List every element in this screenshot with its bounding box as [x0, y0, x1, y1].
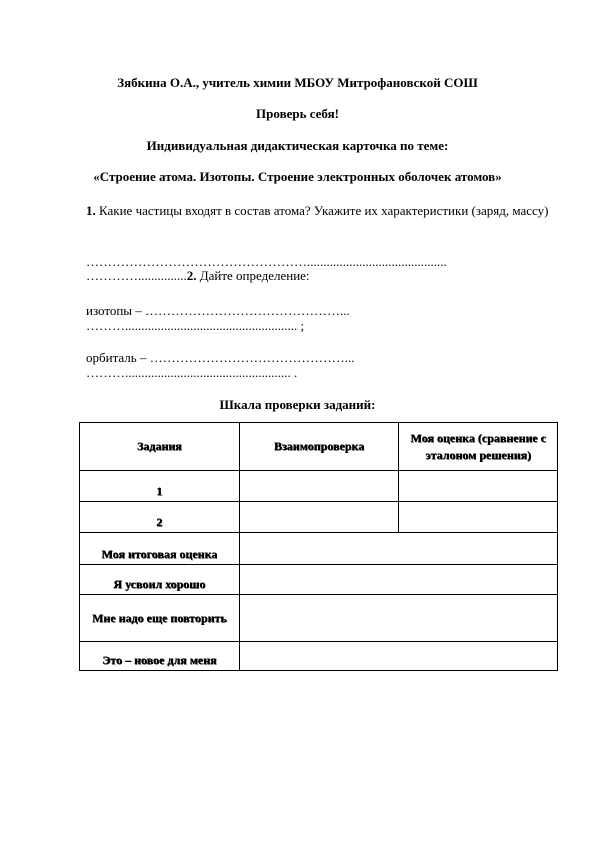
need-repeat-cell[interactable] [239, 595, 557, 642]
table-row [80, 502, 558, 533]
question-2-number: 2. [186, 268, 197, 283]
card-title: Индивидуальная дидактическая карточка по теме: [146, 138, 449, 153]
check-yourself-heading: Проверь себя! [256, 106, 339, 121]
author-line: Зябкина О.А., учитель химии МБОУ Митрофановской СОШ [117, 75, 478, 90]
table-row [80, 595, 558, 642]
new-for-me-cell[interactable] [239, 642, 557, 671]
isotopes-definition-line: изотопы – ………………………………………... [86, 303, 350, 318]
table-header-row [80, 423, 558, 471]
question-1-text: Какие частицы входят в состав атома? Укажите их характеристики (заряд, массу) [95, 203, 549, 218]
table-row [80, 642, 558, 671]
table-row [80, 533, 558, 565]
isotopes-dots-line: ………..................................................... ; [86, 318, 305, 333]
question-1-number: 1. [86, 203, 96, 218]
table-row [80, 471, 558, 502]
task-number-1: 1 [80, 471, 240, 502]
scale-title: Шкала проверки заданий: [219, 397, 376, 412]
need-repeat-label: Мне надо еще повторить [80, 595, 240, 642]
learned-well-label: Я усвоил хорошо [80, 565, 240, 595]
self-assessment-cell-2[interactable] [399, 502, 558, 533]
header-self-assessment: Моя оценка (сравнение с эталоном решения) [399, 423, 558, 471]
answer-dots-line-1: ……………………………………………........................................... [86, 254, 447, 269]
final-grade-label: Моя итоговая оценка [80, 533, 240, 565]
question-1 [86, 203, 556, 219]
table-row [80, 565, 558, 595]
orbital-definition-line: орбиталь – ………………………………………... [86, 350, 355, 365]
orbital-dots-line: ………................................................... . [86, 365, 298, 380]
peer-review-cell-2[interactable] [239, 502, 399, 533]
question-2-text: Дайте определение: [196, 268, 310, 283]
answer-dots-line-2-fill: …………............... [86, 268, 187, 283]
new-for-me-label: Это – новое для меня [80, 642, 240, 671]
peer-review-cell-1[interactable] [239, 471, 399, 502]
header-peer-review: Взаимопроверка [239, 423, 399, 471]
task-number-2: 2 [80, 502, 240, 533]
final-grade-cell[interactable] [239, 533, 557, 565]
learned-well-cell[interactable] [239, 565, 557, 595]
answer-dots-line-2 [86, 268, 310, 284]
header-tasks: Задания [80, 423, 240, 471]
topic-title: «Строение атома. Изотопы. Строение электронных оболочек атомов» [93, 169, 502, 184]
assessment-table [79, 422, 558, 671]
self-assessment-cell-1[interactable] [399, 471, 558, 502]
